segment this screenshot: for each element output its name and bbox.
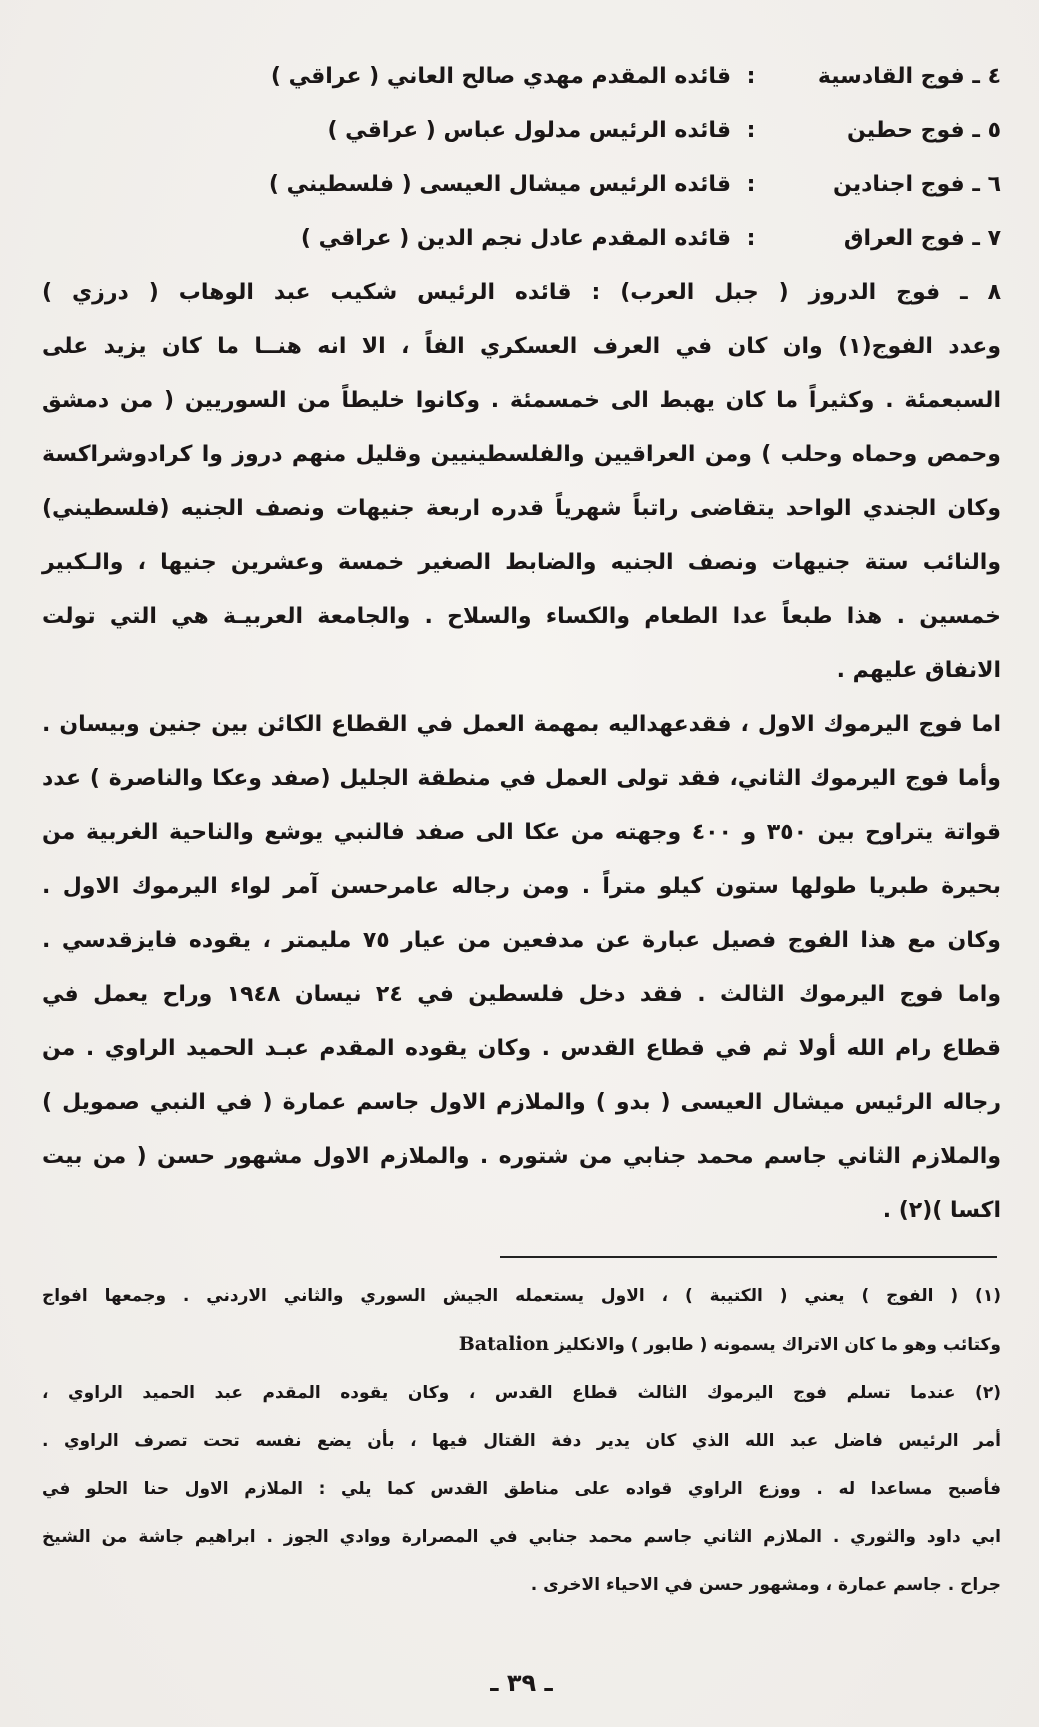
unit-name: ٤ ـ فوج القادسية [817, 64, 1001, 89]
body-text-line: الانفاق عليهم . [836, 658, 1001, 683]
body-text-line: اما فوج اليرموك الاول ، فقدعهداليه بمهمة العمل في القطاع الكائن بين جنين وبيسان . [42, 712, 1001, 737]
unit-row-8: ٨ ـ فوج الدروز ( جبل العرب) : قائده الرئيس شكيب عبد الوهاب ( درزي ) [42, 280, 1001, 305]
body-text-line: واما فوج اليرموك الثالث . فقد دخل فلسطين في ٢٤ نيسان ١٩٤٨ وراح يعمل في [42, 982, 1002, 1007]
footnote-2-line: ابي داود والثوري . الملازم الثاني جاسم محمد جنابي في المصرارة ووادي الجوز . ابراهيم جاشة من الشيخ [42, 1527, 1001, 1547]
body-text-line: والملازم الثاني جاسم محمد جنابي من شتوره . والملازم الاول مشهور حسن ( من بيت [42, 1144, 1001, 1169]
unit-row [42, 104, 1001, 158]
body-text-line: والنائب ستة جنيهات ونصف الجنيه والضابط الصغير خمسة وعشرين جنيها ، والـكبير [42, 550, 1001, 575]
unit-commander: قائده الرئيس مدلول عباس ( عراقي ) [327, 118, 731, 143]
body-text-line: خمسين . هذا طبعاً عدا الطعام والكساء والسلاح . والجامعة العربيـة هي التي تولت [42, 604, 1001, 629]
body-text-line: رجاله الرئيس ميشال العيسى ( بدو ) والملازم الاول جاسم عمارة ( في النبي صمويل ) [42, 1090, 1001, 1115]
footnote-1-text: وكتائب وهو ما كان الاتراك يسمونه ( طابور ) والانكليز [555, 1335, 1001, 1355]
unit-name: ٦ ـ فوج اجنادين [833, 172, 1001, 197]
footnotes [42, 1272, 1001, 1609]
body-text-line: قطاع رام الله أولا ثم في قطاع القدس . وكان يقوده المقدم عبـد الحميد الراوي . من [42, 1036, 1001, 1061]
unit-commander: قائده الرئيس ميشال العيسى ( فلسطيني ) [268, 172, 731, 197]
footnote-2-line: أمر الرئيس فاضل عبد الله الذي كان يدير دفة القتال فيها ، بأن يضع نفسه تحت تصرف الراوي . [42, 1431, 1001, 1451]
body-text-line: وكان الجندي الواحد يتقاضى راتباً شهرياً قدره اربعة جنيهات ونصف الجنيه (فلسطيني) [42, 496, 1001, 521]
body-text-line: اكسا )(٢) . [882, 1198, 1001, 1223]
body-text-line: وأما فوج اليرموك الثاني، فقد تولى العمل في منطقة الجليل (صفد وعكا والناصرة ) عدد [42, 766, 1001, 791]
body-text-line: وحمص وحماه وحلب ) ومن العراقيين والفلسطينيين وقليل منهم دروز وا كرادوشراكسة [42, 442, 1001, 467]
footnote-1-line: (١) ( الفوج ) يعني ( الكتيبة ) ، الاول يستعمله الجيش السوري والثاني الاردني . وجمعها افواج [42, 1286, 1001, 1306]
page-number: ـ ٣٩ ـ [490, 1669, 553, 1697]
main-text [42, 50, 1001, 1238]
unit-name: ٥ ـ فوج حطين [846, 118, 1001, 143]
footnote-2-line: (٢) عندما تسلم فوج اليرموك الثالث قطاع القدس ، وكان يقوده المقدم عبد الحميد الراوي ، [42, 1383, 1001, 1403]
colon-separator: : [746, 64, 756, 89]
body-text-line: وعدد الفوج(١) وان كان في العرف العسكري الفاً ، الا انه هنــا ما كان يزيد على [42, 334, 1002, 359]
unit-commander: قائده المقدم عادل نجم الدين ( عراقي ) [300, 226, 731, 251]
unit-name: ٧ ـ فوج العراق [843, 226, 1001, 251]
footnote-2-line: جراح . جاسم عمارة ، ومشهور حسن في الاحياء الاخرى . [530, 1575, 1001, 1595]
body-text-line: بحيرة طبريا طولها ستون كيلو متراً . ومن رجاله عامرحسن آمر لواء اليرموك الاول . [42, 874, 1001, 899]
body-text-line: قواتة يتراوح بين ٣٥٠ و ٤٠٠ وجهته من عكا الى صفد فالنبي يوشع والناحية الغربية من [42, 820, 1001, 845]
footnote-1-line [42, 1320, 1001, 1369]
body-text-line: وكان مع هذا الفوج فصيل عبارة عن مدفعين من عيار ٧٥ مليمتر ، يقوده فايزقدسي . [42, 928, 1001, 953]
colon-separator: : [746, 118, 756, 143]
unit-row [42, 212, 1001, 266]
unit-row [42, 50, 1001, 104]
colon-separator: : [746, 172, 756, 197]
body-text-line: السبعمئة . وكثيراً ما كان يهبط الى خمسمئة . وكانوا خليطاً من السوريين ( من دمشق [42, 388, 1001, 413]
unit-row [42, 158, 1001, 212]
unit-commander: قائده المقدم مهدي صالح العاني ( عراقي ) [270, 64, 731, 89]
footnote-1-latin-term: Batalion [458, 1333, 550, 1355]
colon-separator: : [746, 226, 756, 251]
footnote-divider [500, 1256, 997, 1258]
footnote-2-line: فأصبح مساعدا له . ووزع الراوي قواده على مناطق القدس كما يلي : الملازم الاول حنا الحلو في [42, 1479, 1001, 1499]
